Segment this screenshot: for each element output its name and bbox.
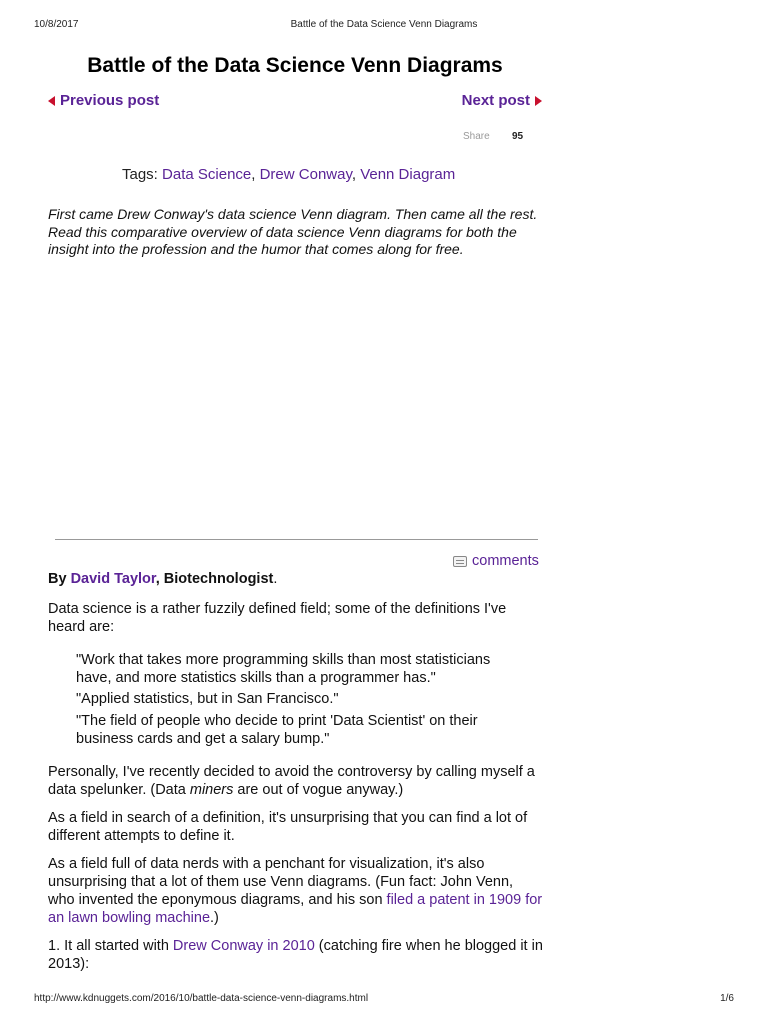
comments-link[interactable]: comments <box>472 553 539 569</box>
comments-link-container <box>453 553 539 569</box>
drew-conway-link[interactable]: Drew Conway in 2010 <box>172 938 315 954</box>
paragraph-spelunker <box>48 763 543 799</box>
tag-link-drew-conway[interactable]: Drew Conway <box>259 166 352 183</box>
arrow-right-icon <box>535 96 542 106</box>
section-divider <box>55 539 538 540</box>
paragraph-text: (catching fire when he blogged it in 2013): <box>48 938 543 972</box>
post-navigation <box>48 92 542 110</box>
previous-post-link[interactable] <box>48 92 159 109</box>
paragraph-definition-search: As a field in search of a definition, it's unsurprising that you can find a lot of different attempts to define it. <box>48 810 528 844</box>
print-page-number: 1/6 <box>720 993 734 1004</box>
byline-prefix: By <box>48 571 71 587</box>
article-intro: First came Drew Conway's data science Venn diagram. Then came all the rest. Read this comparative overview of data science Venn diagrams for both the insight into the profession and the humor that comes along for free. <box>48 206 538 257</box>
previous-post-label: Previous post <box>60 92 160 109</box>
article-title: Battle of the Data Science Venn Diagrams <box>87 54 503 77</box>
paragraph-text: .) <box>210 910 219 926</box>
paragraph-conway <box>48 937 543 973</box>
emphasis-miners: miners <box>189 782 234 798</box>
print-header <box>34 19 734 31</box>
paragraph-text: Personally, I've recently decided to avoid the controversy by calling myself a data spelunker. (Data <box>48 764 535 798</box>
print-url: http://www.kdnuggets.com/2016/10/battle-data-science-venn-diagrams.html <box>34 993 369 1004</box>
tag-link-data-science[interactable]: Data Science <box>162 166 252 183</box>
paragraph-text: As a field full of data nerds with a penchant for visualization, it's also unsurprising that a lot of them use Venn diagrams. (Fun fact: John Venn, who invented the eponymous diagrams, and his son <box>48 856 514 908</box>
comment-icon <box>453 556 467 567</box>
author-role: , Biotechnologist <box>155 571 274 587</box>
quote-item: "Applied statistics, but in San Francisco." <box>76 691 339 707</box>
byline <box>48 570 543 588</box>
quote-item: "Work that takes more programming skills than most statisticians have, and more statistics skills than a programmer has." <box>76 652 491 686</box>
author-link[interactable]: David Taylor <box>70 571 156 587</box>
tags-label: Tags: <box>122 166 158 183</box>
tag-link-venn-diagram[interactable]: Venn Diagram <box>360 166 456 183</box>
next-post-label: Next post <box>461 92 530 109</box>
paragraph-definitions: Data science is a rather fuzzily defined field; some of the definitions I've heard are: <box>48 601 507 635</box>
share-count: 95 <box>512 131 524 142</box>
patent-link[interactable]: filed a patent in 1909 for an lawn bowling machine <box>48 892 543 926</box>
byline-end: . <box>273 571 278 587</box>
print-footer <box>34 993 734 1004</box>
quote-item: "The field of people who decide to print 'Data Scientist' on their business cards and get a salary bump." <box>76 713 478 747</box>
paragraph-text: 1. It all started with <box>48 938 173 954</box>
paragraph-venn-fact <box>48 855 543 927</box>
arrow-left-icon <box>48 96 55 106</box>
share-button[interactable]: Share <box>463 131 490 142</box>
tags-line: Tags: Data Science, Drew Conway, Venn Diagram <box>122 166 456 183</box>
next-post-link[interactable] <box>462 92 542 109</box>
print-date: 10/8/2017 <box>34 19 79 30</box>
paragraph-text: are out of vogue anyway.) <box>233 782 404 798</box>
print-page-title: Battle of the Data Science Venn Diagrams <box>290 19 478 30</box>
